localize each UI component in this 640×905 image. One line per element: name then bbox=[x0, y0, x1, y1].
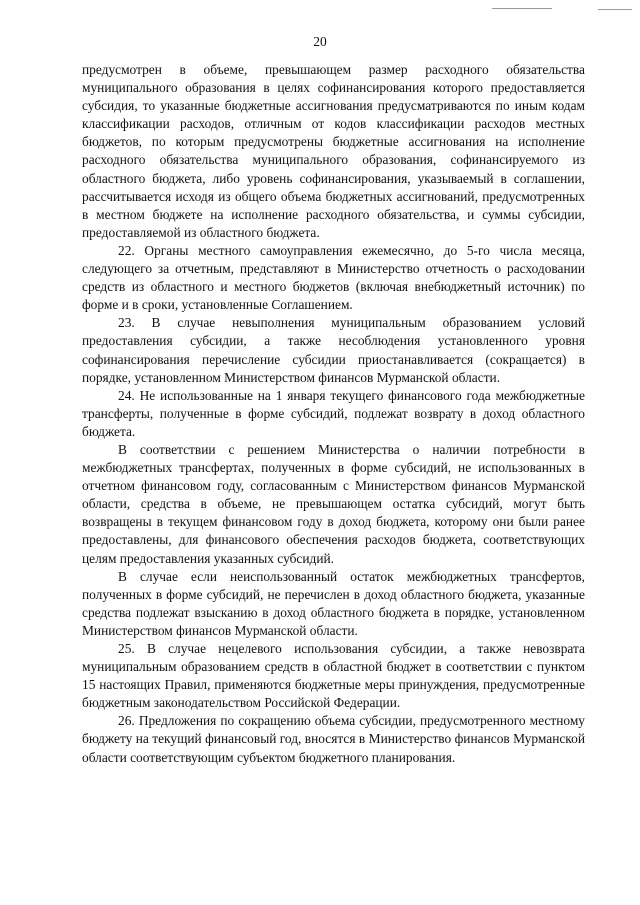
paragraph-item-25: 25. В случае нецелевого использования субсидии, а также невозврата муниципальным образованием средств в областной бюджет в соответствии с пунктом 15 настоящих Правил, применяются бюджетные меры принуждения, предусмотренные бюджетным законодательством Российской Федерации. bbox=[82, 641, 585, 711]
scan-mark bbox=[598, 9, 632, 10]
document-body bbox=[82, 61, 585, 767]
paragraph-continuation: предусмотрен в объеме, превышающем размер расходного обязательства муниципального образования в целях софинансирования которого предоставляется субсидия, то указанные бюджетные ассигнования предусматриваются по иным кодам классификации расходов, отличным от кодов классификации расходов местных бюджетов, по которым предусмотрены бюджетные ассигнования на исполнение расходного обязательства муниципального образования, софинансируемого из областного бюджета, либо уровень софинансирования, указываемый в соглашении, рассчитывается исходя из общего объема бюджетных ассигнований, предусмотренных в местном бюджете на исполнение расходного обязательства, и суммы субсидии, предоставляемой из областного бюджета. bbox=[82, 62, 585, 240]
paragraph-item-22: 22. Органы местного самоуправления ежемесячно, до 5-го числа месяца, следующего за отчетным, представляют в Министерство отчетность о расходовании средств из областного и местного бюджетов (включая внебюджетный источник) по форме и в сроки, установленные Соглашением. bbox=[82, 242, 585, 313]
paragraph-unused-remainder: В случае если неиспользованный остаток межбюджетных трансфертов, полученных в форме субсидий, не перечислен в доход областного бюджета, указанные средства подлежат взысканию в доход областного бюджета в порядке, установленном Министерством финансов Мурманской области. bbox=[82, 568, 585, 638]
page-number: 20 bbox=[313, 34, 327, 49]
paragraph-item-26: 26. Предложения по сокращению объема субсидии, предусмотренного местному бюджету на текущий финансовый год, вносятся в Министерство финансов Мурманской области соответствующим субъектом бюджетного планирования. bbox=[82, 713, 585, 765]
paragraph-return-decision: В соответствии с решением Министерства о наличии потребности в межбюджетных трансфертах, полученных в форме субсидий, не использованных в отчетном финансовом году, согласованным с Министерством финансов Мурманской области, средства в объеме, не превышающем остатка субсидий, могут быть возвращены в текущем финансовом году в доход бюджета, которому они были ранее предоставлены, для финансового обеспечения расходов бюджета, соответствующих целям предоставления указанных субсидий. bbox=[82, 441, 585, 566]
scan-mark bbox=[492, 8, 552, 9]
paragraph-item-23: 23. В случае невыполнения муниципальным образованием условий предоставления субсидии, а также несоблюдения установленного уровня софинансирования перечисление субсидии приостанавливается (сокращается) в порядке, установленном Министерством финансов Мурманской области. bbox=[82, 315, 585, 385]
paragraph-item-24: 24. Не использованные на 1 января текущего финансового года межбюджетные трансферты, полученные в форме субсидий, подлежат возврату в доход областного бюджета. bbox=[82, 387, 585, 439]
